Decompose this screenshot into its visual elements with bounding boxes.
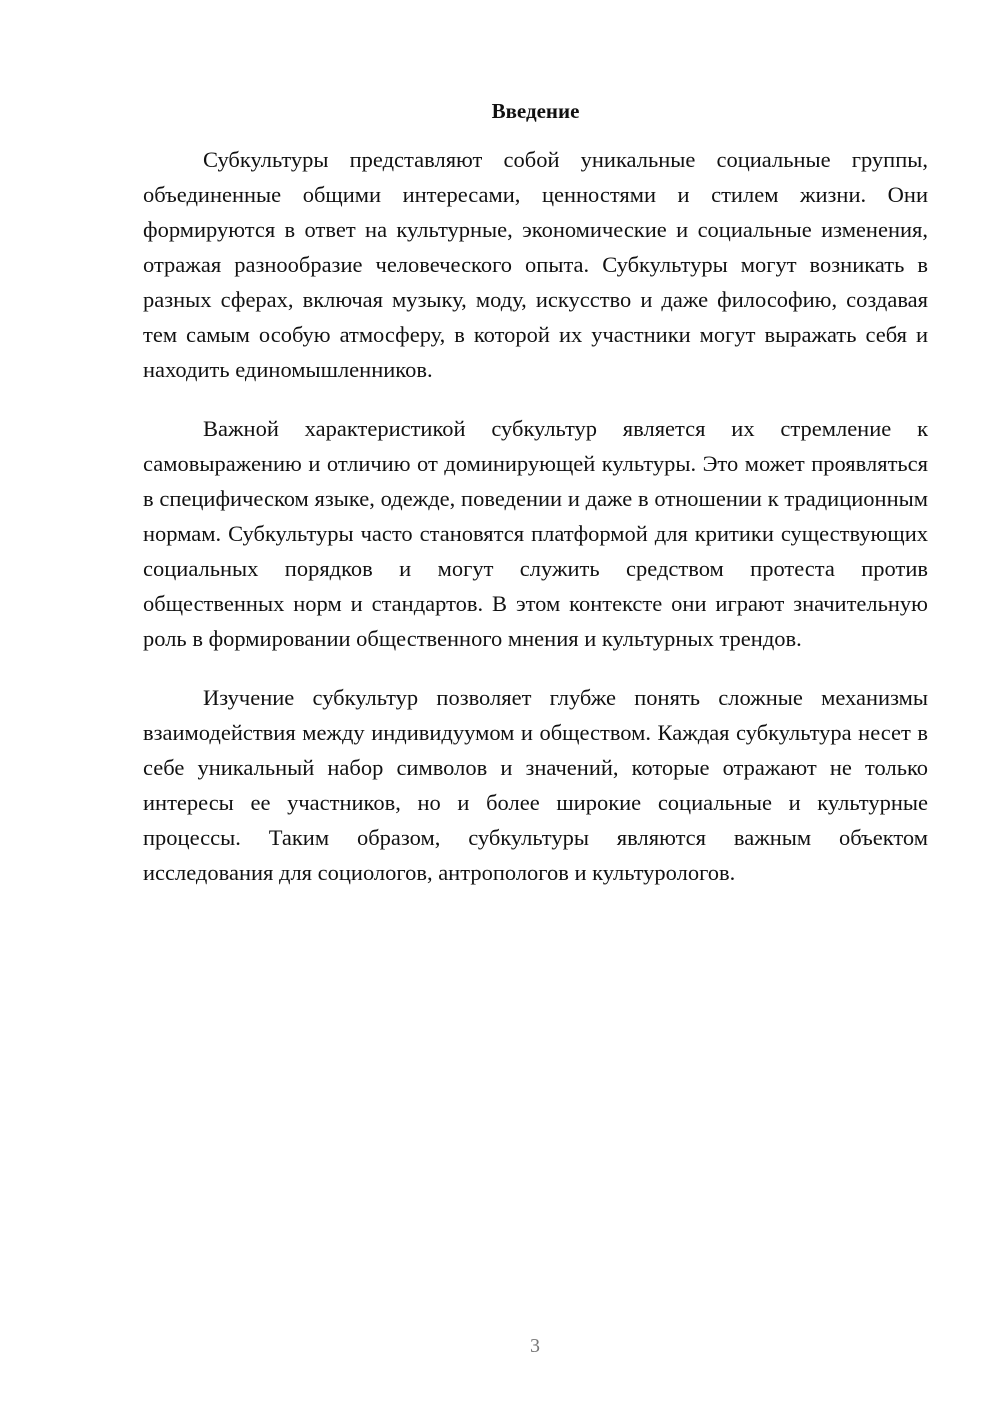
body-text — [143, 142, 928, 914]
paragraph-3: Изучение субкультур позволяет глубже понять сложные механизмы взаимодействия между индивидуумом и обществом. Каждая субкультура несет в себе уникальный набор символов и значений, которые отражают не только интересы ее участников, но и более широкие социальные и культурные процессы. Таким образом, субкультуры являются важным объектом исследования для социологов, антропологов и культурологов. — [143, 685, 928, 885]
paragraph-1: Субкультуры представляют собой уникальные социальные группы, объединенные общими интересами, ценностями и стилем жизни. Они формируются в ответ на культурные, экономические и социальные изменения, отражая разнообразие человеческого опыта. Субкультуры могут возникать в разных сферах, включая музыку, моду, искусство и даже философию, создавая тем самым особую атмосферу, в которой их участники могут выражать себя и находить единомышленников. — [143, 147, 928, 382]
page-heading: Введение — [491, 99, 580, 123]
page-number: 3 — [530, 1335, 540, 1357]
paragraph-2: Важной характеристикой субкультур является их стремление к самовыражению и отличию от доминирующей культуры. Это может проявляться в специфическом языке, одежде, поведении и даже в отношении к традиционным нормам. Субкультуры часто становятся платформой для критики существующих социальных порядков и могут служить средством протеста против общественных норм и стандартов. В этом контексте они играют значительную роль в формировании общественного мнения и культурных трендов. — [143, 416, 928, 651]
